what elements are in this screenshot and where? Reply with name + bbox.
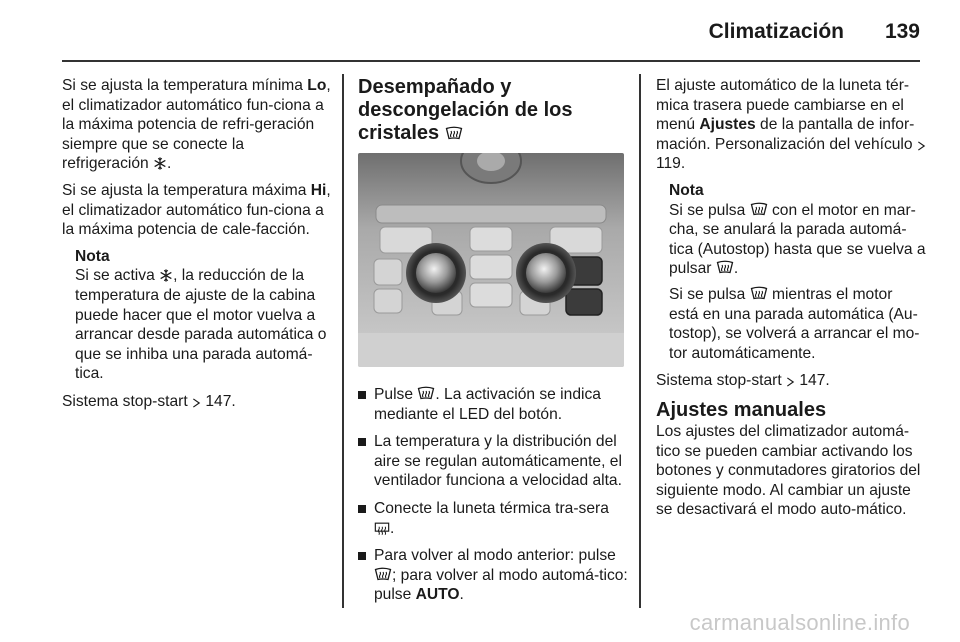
paragraph-max-temp: Si se ajusta la temperatura máxima Hi, el climatizador automático fun-ciona a la máxima potencia de cale-facción.: [62, 181, 331, 239]
rear-window-defrost-icon: [374, 521, 390, 536]
list-item: Para volver al modo anterior: pulse ; para volver al modo automá-tico: pulse AUTO.: [358, 546, 628, 605]
column-divider-1: [342, 74, 344, 608]
page-reference-arrow-icon: [192, 397, 201, 409]
section-title-manual: Ajustes manuales: [656, 398, 827, 421]
note-text-2: Si se pulsa mientras el motor está en una parada automática (Au-tostop), se volverá a arrancar el mo-tor automáticamente.: [669, 285, 920, 362]
column-divider-2: [639, 74, 641, 608]
list-item: La temperatura y la distribución del aire se regulan automáticamente, el ventilador funciona a velocidad alta.: [358, 432, 628, 491]
defrost-steps-list: [358, 385, 628, 605]
watermark: carmanualsonline.info: [689, 610, 910, 635]
page-title: Climatización: [708, 20, 844, 43]
windshield-defrost-icon: [716, 260, 734, 276]
note-ac: [62, 247, 332, 384]
paragraph-rear-defrost-setting: El ajuste automático de la luneta tér-mica trasera puede cambiarse en el menú Ajustes de la pantalla de infor-mación. Personalización del vehículo 119.: [656, 76, 926, 174]
windshield-defrost-icon: [374, 567, 392, 583]
column-left: [62, 76, 332, 419]
page-header: [0, 10, 960, 60]
paragraph-stop-start-ref: Sistema stop-start 147.: [656, 372, 830, 390]
note-text-1: Si se pulsa con el motor en mar-cha, se anulará la parada automá-tica (Autostop) hasta que se vuelva a pulsar .: [669, 201, 926, 278]
note-title: Nota: [75, 247, 110, 265]
snowflake-ac-icon: [153, 156, 167, 171]
list-item: Pulse . La activación se indica mediante el LED del botón.: [358, 385, 628, 424]
page-reference-arrow-icon: [917, 140, 926, 152]
column-middle: [358, 76, 628, 613]
header-divider: [62, 60, 920, 62]
paragraph-manual-settings: Los ajustes del climatizador automá-tico se pueden cambiar activando los botones y conmutadores giratorios del siguiente modo. Al cambiar un ajuste se desactivará el modo auto-mático.: [656, 422, 921, 519]
paragraph-min-temp: Si se ajusta la temperatura mínima Lo, el climatizador automático fun-ciona a la máxima potencia de refri-geración siempre que se conecte la refrigeración .: [62, 77, 331, 173]
page-number: 139: [884, 20, 920, 43]
section-title-defrost: Desempañado y descongelación de los cristales: [358, 76, 573, 144]
paragraph-stop-start-ref: Sistema stop-start 147.: [62, 392, 236, 410]
snowflake-ac-icon: [159, 268, 173, 283]
climate-panel-illustration: [358, 153, 624, 367]
windshield-defrost-icon: [750, 202, 768, 218]
windshield-defrost-icon: [445, 126, 463, 142]
note-text: Si se activa , la reducción de la temperatura de ajuste de la cabina puede hacer que el motor vuelva a arrancar desde parada automática o que se inhiba una parada automá-tica.: [75, 267, 327, 383]
windshield-defrost-icon: [750, 286, 768, 302]
column-right: [656, 76, 926, 527]
note-defrost-autostop: [656, 181, 926, 363]
list-item: Conecte la luneta térmica tra-sera .: [358, 499, 628, 538]
note-title: Nota: [669, 181, 704, 199]
page-reference-arrow-icon: [786, 376, 795, 388]
windshield-defrost-icon: [417, 386, 435, 402]
climate-control-panel-photo: [358, 153, 624, 367]
